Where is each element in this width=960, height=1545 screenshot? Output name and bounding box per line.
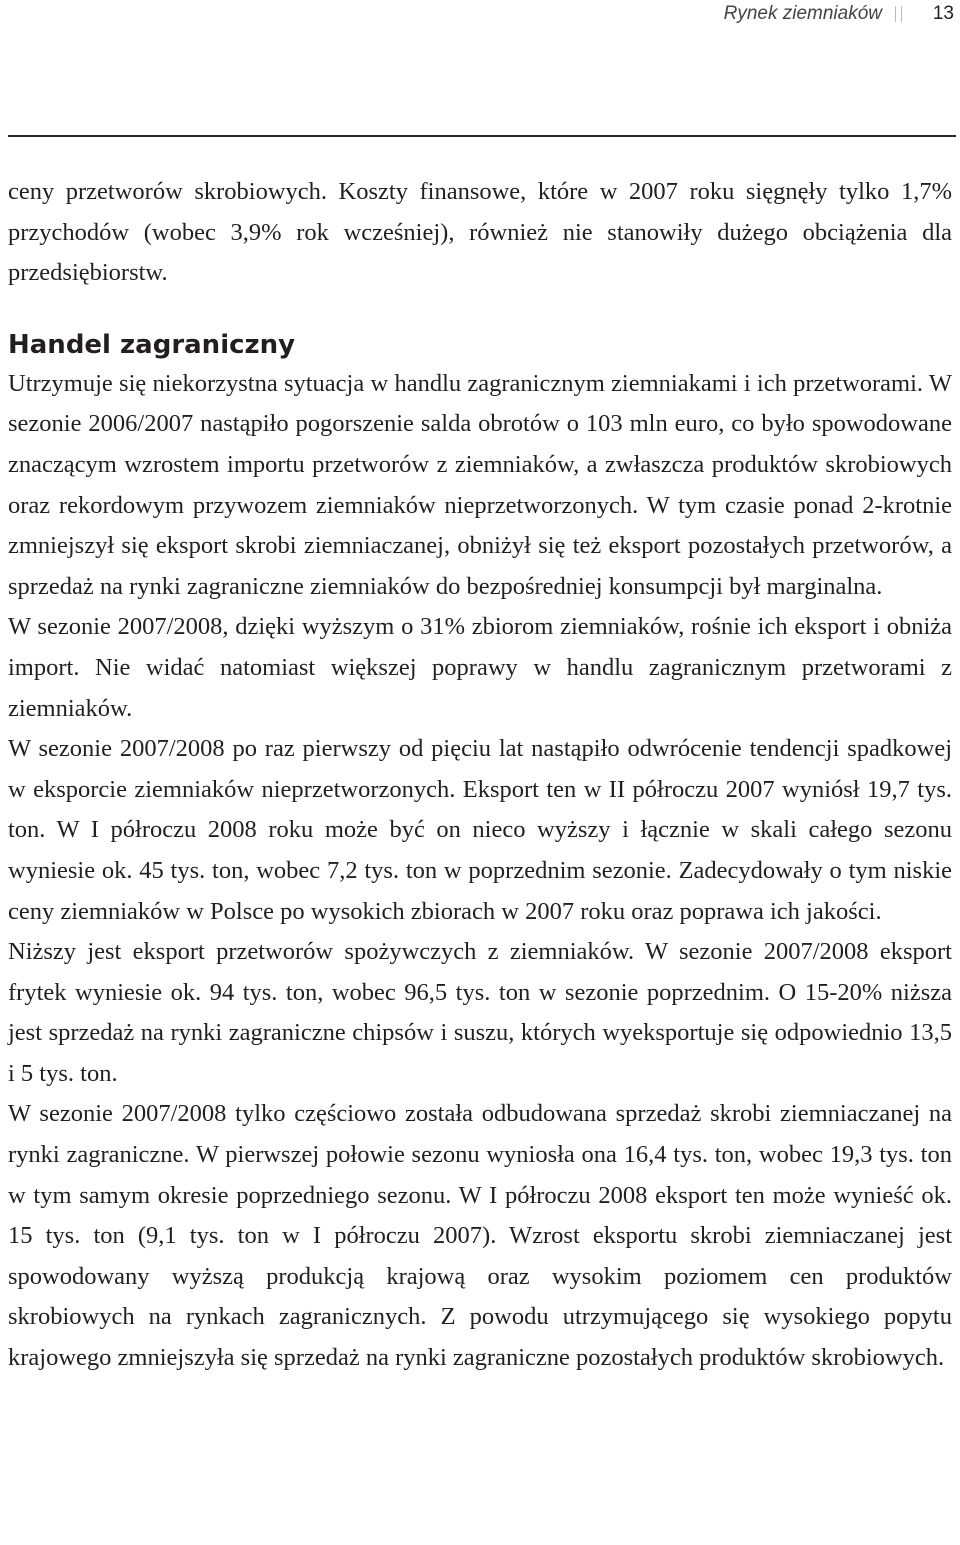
paragraph-5: W sezonie 2007/2008 tylko częściowo została odbudowana sprzedaż skrobi ziemniaczanej na rynki zagraniczne. W pierwszej połowie sezonu wyniosła ona 16,4 tys. ton, wobec 19,3 tys. ton w tym samym okresie poprzedniego sezonu. W I półroczu 2008 eksport ten może wynieść ok. 15 tys. ton (9,1 tys. ton w I półroczu 2007). Wzrost eksportu skrobi ziemniaczanej jest spowodowany wyższą produkcją krajową oraz wysokim poziomem cen produktów skrobiowych na rynkach zagranicznych. Z powodu utrzymującego się wysokiego popytu krajowego zmniejszyła się sprzedaż na rynki zagraniczne pozostałych produktów skrobiowych. <box>8 1100 952 1372</box>
section-heading: Handel zagraniczny <box>8 329 296 360</box>
header-rule <box>8 135 956 137</box>
page-number: 13 <box>932 3 954 24</box>
paragraph-3: W sezonie 2007/2008 po raz pierwszy od pięciu lat nastąpiło odwrócenie tendencji spadkowej w eksporcie ziemniaków nieprzetworzonych. Eksport ten w II półroczu 2007 wyniósł 19,7 tys. ton. W I półroczu 2008 roku może być on nieco wyższy i łącznie w skali całego sezonu wyniesie ok. 45 tys. ton, wobec 7,2 tys. ton w poprzednim sezonie. Zadecydowały o tym niskie ceny ziemniaków w Polsce po wysokich zbiorach w 2007 roku oraz poprawa ich jakości. <box>8 735 952 925</box>
paragraph-4: Niższy jest eksport przetworów spożywczych z ziemniaków. W sezonie 2007/2008 eksport frytek wyniesie ok. 94 tys. ton, wobec 96,5 tys. ton w sezonie poprzednim. O 15-20% niższa jest sprzedaż na rynki zagraniczne chipsów i suszu, których wyeksportuje się odpowiednio 13,5 i 5 tys. ton. <box>8 938 952 1087</box>
header-separator <box>895 6 902 22</box>
intro-paragraph: ceny przetworów skrobiowych. Koszty finansowe, które w 2007 roku sięgnęły tylko 1,7% przychodów (wobec 3,9% rok wcześniej), również nie stanowiły dużego obciążenia dla przedsiębiorstw. <box>8 178 952 287</box>
paragraph-2: W sezonie 2007/2008, dzięki wyższym o 31% zbiorom ziemniaków, rośnie ich eksport i obniża import. Nie widać natomiast większej poprawy w handlu zagranicznym przetworami z ziemniaków. <box>8 613 952 722</box>
page-body <box>8 172 952 1379</box>
running-header <box>0 0 960 38</box>
paragraph-1: Utrzymuje się niekorzystna sytuacja w handlu zagranicznym ziemniakami i ich przetworami. W sezonie 2006/2007 nastąpiło pogorszenie salda obrotów o 103 mln euro, co było spowodowane znaczącym wzrostem importu przetworów z ziemniaków, a zwłaszcza produktów skrobiowych oraz rekordowym przywozem ziemniaków nieprzetworzonych. W tym czasie ponad 2-krotnie zmniejszył się eksport skrobi ziemniaczanej, obniżył się też eksport pozostałych przetworów, a sprzedaż na rynki zagraniczne ziemniaków do bezpośredniej konsumpcji był marginalna. <box>8 369 952 600</box>
running-title: Rynek ziemniaków <box>723 3 882 24</box>
